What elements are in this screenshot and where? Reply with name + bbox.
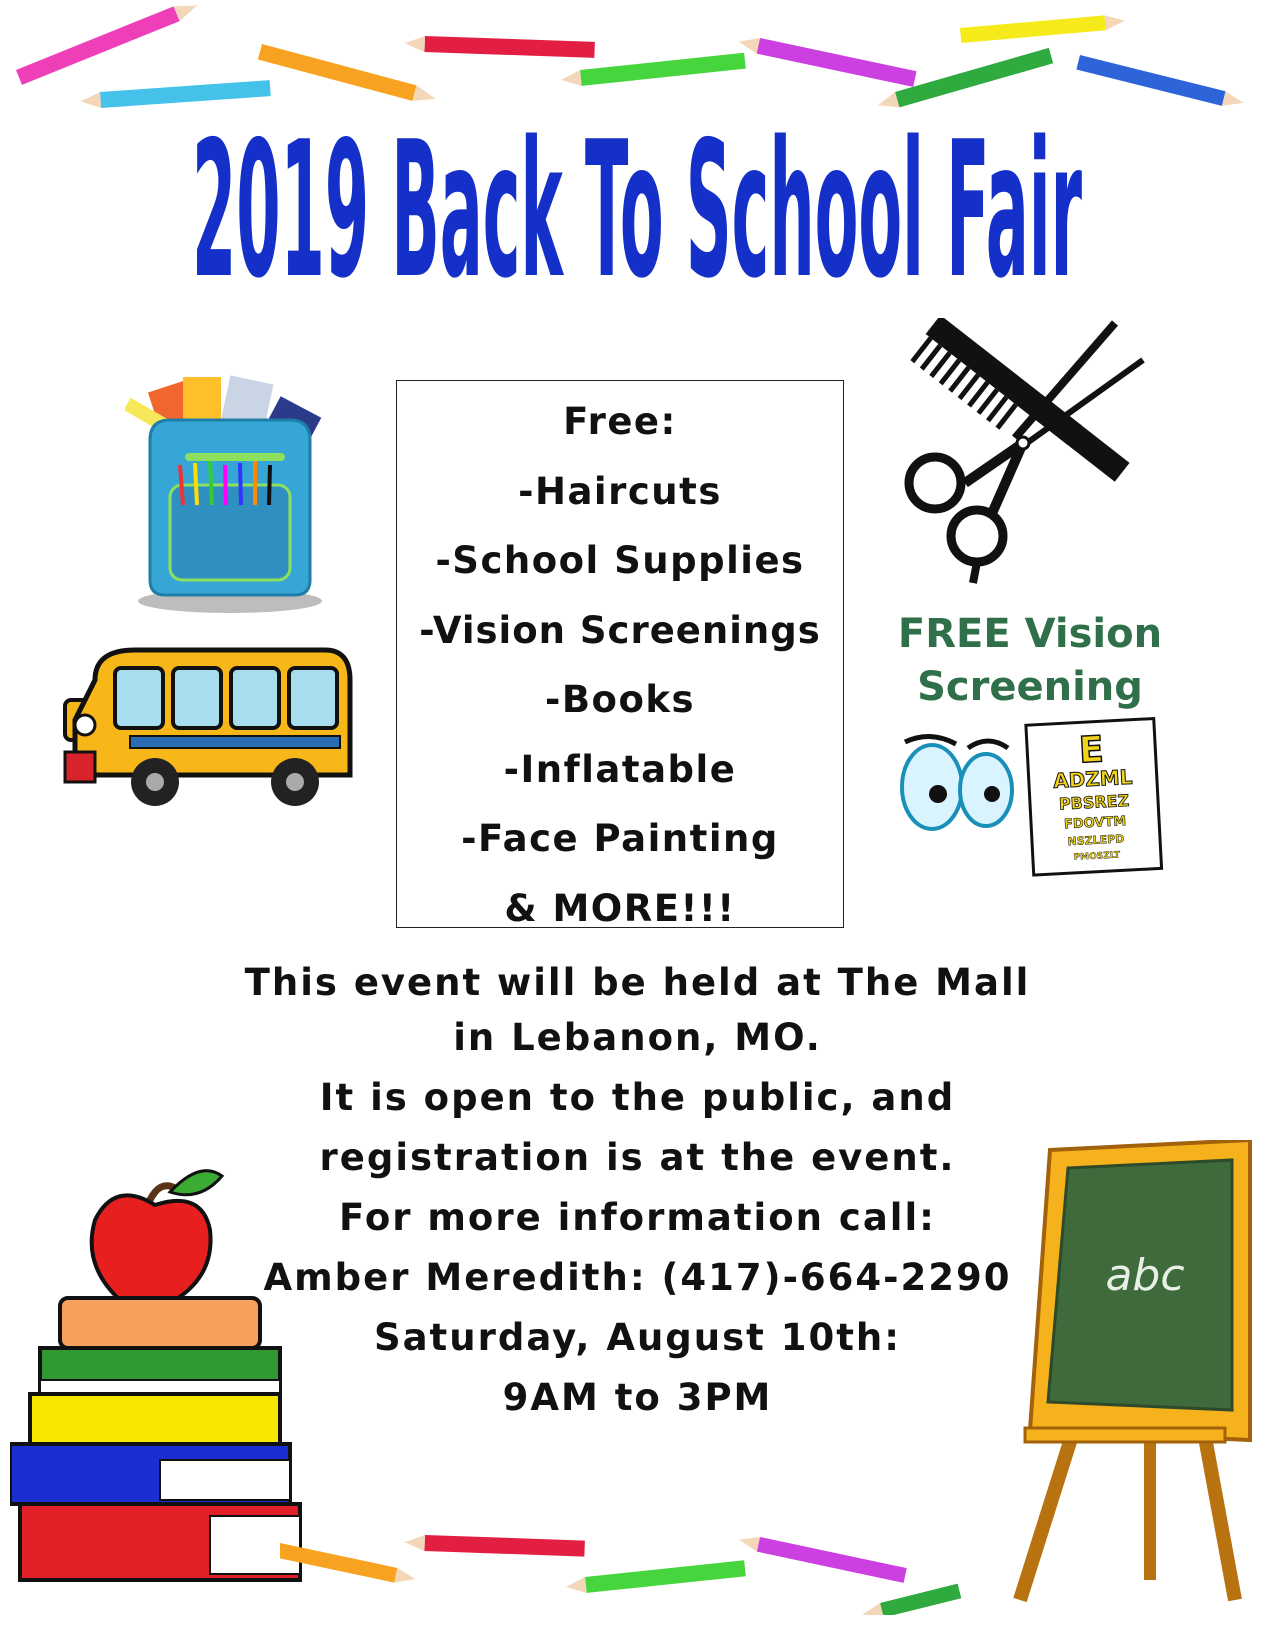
free-heading: Free: xyxy=(563,400,677,443)
free-item: -Vision Screenings xyxy=(419,608,821,652)
pencil-green-1 xyxy=(560,53,746,88)
free-item: -Face Painting xyxy=(461,817,779,860)
contact-prompt: For more information call: xyxy=(339,1196,936,1239)
pencil-orange xyxy=(258,44,438,107)
vision-badge-line1: FREE Vision xyxy=(897,611,1163,657)
comb-scissors-icon xyxy=(895,318,1155,588)
school-bus-illustration xyxy=(55,640,365,825)
free-item: -Haircuts xyxy=(518,469,722,513)
event-location-line1: This event will be held at The Mall xyxy=(244,961,1031,1004)
pencil-blue xyxy=(1076,55,1245,111)
eye-chart-row: FDOVTM xyxy=(1063,814,1127,833)
backpack-illustration xyxy=(125,365,335,615)
eye-chart-row: ADZML xyxy=(1052,764,1133,793)
pencils-top-decoration xyxy=(0,0,1275,120)
event-date: Saturday, August 10th: xyxy=(373,1316,902,1359)
event-open-line2: registration is at the event. xyxy=(319,1136,956,1179)
event-time: 9AM to 3PM xyxy=(502,1376,773,1419)
books-apple-illustration xyxy=(10,1160,320,1600)
pencil-cyan xyxy=(80,80,271,109)
event-open-line1: It is open to the public, and xyxy=(319,1076,956,1119)
contact-phone: Amber Meredith: (417)-664-2290 xyxy=(263,1256,1012,1299)
free-item: -Inflatable xyxy=(503,747,737,791)
pencil-violet xyxy=(737,1533,906,1583)
free-item: & MORE!!! xyxy=(504,886,736,930)
free-item: -Books xyxy=(544,678,696,721)
pencil-magenta xyxy=(16,0,200,85)
eye-chart-icon xyxy=(1026,719,1162,875)
chalkboard-text: abc xyxy=(1105,1250,1185,1301)
vision-screening-badge xyxy=(890,602,1170,887)
eye-chart-row: PBSREZ xyxy=(1058,790,1130,814)
poster-title-text: 2019 Back To School Fair xyxy=(191,130,1083,320)
event-info xyxy=(210,958,1065,1428)
pencil-violet xyxy=(737,34,916,87)
chalkboard-easel-illustration xyxy=(1000,1140,1260,1610)
free-item: -School Supplies xyxy=(435,539,805,582)
free-services-box xyxy=(396,380,844,928)
poster-title xyxy=(0,130,1275,320)
pencil-green-1 xyxy=(565,1560,746,1595)
vision-badge-line2: Screening xyxy=(917,664,1143,710)
eye-chart-row: E xyxy=(1077,729,1105,772)
pencil-orange xyxy=(280,1543,417,1587)
event-location-line2: in Lebanon, MO. xyxy=(453,1016,822,1059)
pencils-bottom-decoration xyxy=(280,1515,980,1615)
pencil-green-2 xyxy=(861,1584,962,1615)
pencil-red xyxy=(404,1534,584,1556)
eye-chart-row: PMOSZLT xyxy=(1073,850,1121,863)
pencil-red xyxy=(404,35,594,58)
pencil-yellow xyxy=(960,14,1126,43)
eye-chart-row: NSZLEPD xyxy=(1067,832,1125,849)
